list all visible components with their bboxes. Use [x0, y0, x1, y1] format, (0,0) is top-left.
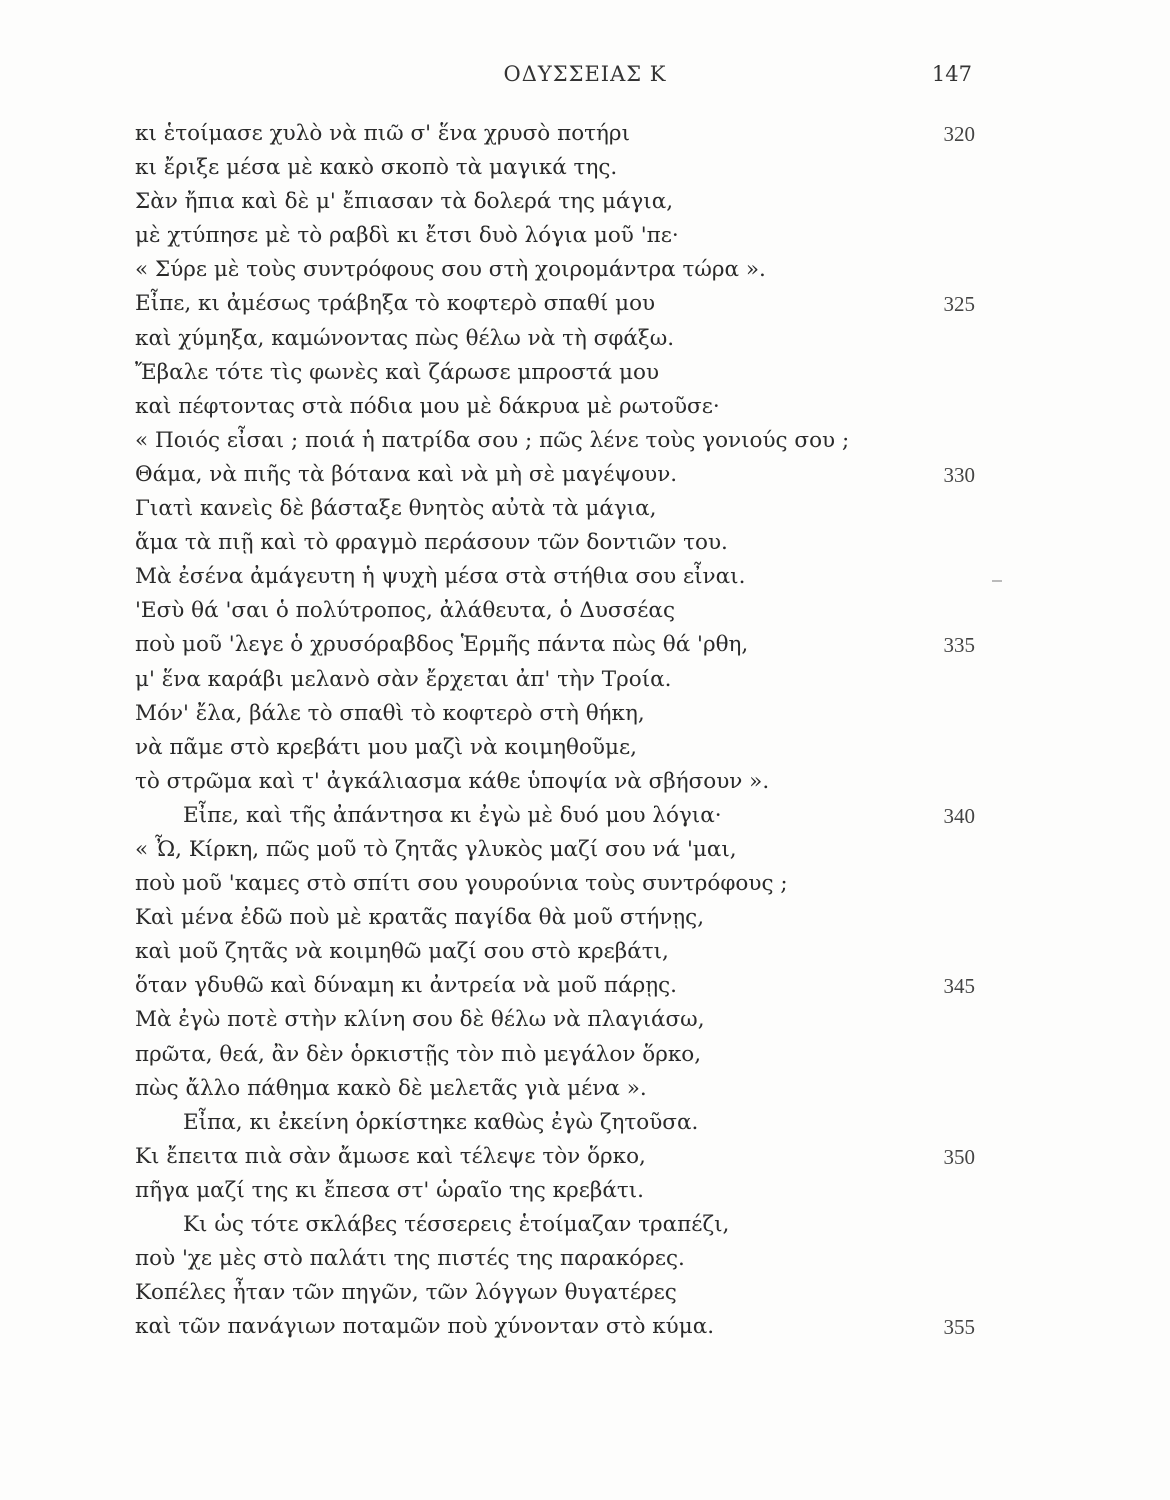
verse-line — [135, 765, 975, 799]
verse-text: Κι ἔπειτα πιὰ σὰν ἄμωσε καὶ τέλεψε τὸν ὅρκο, — [135, 1143, 646, 1169]
line-number: 330 — [943, 462, 975, 487]
line-number: 355 — [943, 1315, 975, 1340]
verse-line — [135, 867, 975, 901]
line-number: 325 — [943, 292, 975, 317]
verse-text: Θάμα, νὰ πιῆς τὰ βότανα καὶ νὰ μὴ σὲ μαγέψουν. — [135, 461, 678, 487]
verse-line — [135, 1140, 975, 1174]
verse-text: κι ἑτοίμασε χυλὸ νὰ πιῶ σ' ἕνα χρυσὸ ποτήρι — [135, 121, 630, 146]
margin-mark — [992, 580, 1002, 582]
verse-block — [135, 117, 975, 1344]
verse-line — [135, 151, 975, 185]
verse-text: τὸ στρῶμα καὶ τ' ἀγκάλιασμα κάθε ὑποψία νὰ σβήσουν ». — [135, 768, 770, 794]
verse-text: ποὺ μοῦ 'λεγε ὁ χρυσόραβδος Ἑρμῆς πάντα πὼς θά 'ρθη, — [135, 632, 749, 658]
verse-line — [135, 492, 975, 526]
verse-text: « Ὦ, Κίρκη, πῶς μοῦ τὸ ζητᾶς γλυκὸς μαζί σου νά 'μαι, — [135, 836, 737, 862]
verse-line — [135, 390, 975, 424]
verse-line — [135, 526, 975, 560]
verse-text: ὅταν γδυθῶ καὶ δύναμη κι ἀντρεία νὰ μοῦ πάρῃς. — [135, 973, 677, 999]
verse-line — [135, 969, 975, 1003]
verse-line — [135, 1106, 975, 1140]
line-number: 335 — [943, 633, 975, 658]
verse-line — [135, 1208, 975, 1242]
verse-line — [135, 287, 975, 321]
verse-text: « Σύρε μὲ τοὺς συντρόφους σου στὴ χοιρομάντρα τώρα ». — [135, 257, 766, 283]
verse-text: πῆγα μαζί της κι ἔπεσα στ' ὡραῖο της κρεβάτι. — [135, 1177, 644, 1203]
verse-text: ἅμα τὰ πιῇ καὶ τὸ φραγμὸ περάσουν τῶν δοντιῶν του. — [135, 530, 728, 556]
verse-line — [135, 219, 975, 253]
verse-line — [135, 1072, 975, 1106]
verse-text: Μὰ ἐγὼ ποτὲ στὴν κλίνη σου δὲ θέλω νὰ πλαγιάσω, — [135, 1007, 705, 1033]
running-header-title: ΟΔΥΣΣΕΙΑΣ Κ — [503, 62, 667, 86]
verse-text: Κι ὡς τότε σκλάβες τέσσερεις ἑτοίμαζαν τραπέζι, — [183, 1212, 730, 1237]
verse-line — [135, 1038, 975, 1072]
verse-line — [135, 731, 975, 765]
verse-text: κι ἔριξε μέσα μὲ κακὸ σκοπὸ τὰ μαγικά της. — [135, 155, 618, 181]
verse-text: « Ποιός εἶσαι ; ποιά ἡ πατρίδα σου ; πῶς λένε τοὺς γονιούς σου ; — [135, 427, 850, 453]
verse-line — [135, 935, 975, 969]
verse-text: καὶ χύμηξα, καμώνοντας πὼς θέλω νὰ τὴ σφάξω. — [135, 325, 675, 351]
verse-text: Εἶπε, κι ἀμέσως τράβηξα τὸ κοφτερὸ σπαθί μου — [135, 291, 656, 317]
verse-line — [135, 322, 975, 356]
verse-text: πρῶτα, θεά, ἂν δὲν ὁρκιστῇς τὸν πιὸ μεγάλον ὅρκο, — [135, 1041, 702, 1067]
line-number: 320 — [943, 122, 975, 146]
verse-line — [135, 833, 975, 867]
verse-text: καὶ μοῦ ζητᾶς νὰ κοιμηθῶ μαζί σου στὸ κρεβάτι, — [135, 939, 669, 965]
verse-line — [135, 1242, 975, 1276]
verse-text: Ἔβαλε τότε τὶς φωνὲς καὶ ζάρωσε μπροστά μου — [135, 359, 660, 385]
verse-text: 'Εσὺ θά 'σαι ὁ πολύτροπος, ἀλάθευτα, ὁ Δυσσέας — [135, 598, 675, 624]
verse-line — [135, 1003, 975, 1037]
verse-text: Καὶ μένα ἐδῶ ποὺ μὲ κρατᾶς παγίδα θὰ μοῦ στήνῃς, — [135, 905, 705, 931]
verse-line — [135, 185, 975, 219]
verse-line — [135, 594, 975, 628]
verse-text: ποὺ μοῦ 'καμες στὸ σπίτι σου γουρούνια τοὺς συντρόφους ; — [135, 871, 788, 897]
verse-text: νὰ πᾶμε στὸ κρεβάτι μου μαζὶ νὰ κοιμηθοῦμε, — [135, 734, 637, 760]
verse-text: καὶ τῶν πανάγιων ποταμῶν ποὺ χύνονταν στὸ κύμα. — [135, 1314, 715, 1340]
verse-line — [135, 1276, 975, 1310]
verse-line — [135, 356, 975, 390]
verse-line — [135, 901, 975, 935]
verse-line — [135, 117, 975, 151]
verse-text: Εἶπε, καὶ τῆς ἀπάντησα κι ἐγὼ μὲ δυό μου λόγια· — [183, 802, 722, 828]
verse-text: καὶ πέφτοντας στὰ πόδια μου μὲ δάκρυα μὲ ρωτοῦσε· — [135, 393, 720, 419]
verse-text: μ' ἕνα καράβι μελανὸ σὰν ἔρχεται ἀπ' τὴν Τροία. — [135, 666, 672, 692]
verse-text: Γιατὶ κανεὶς δὲ βάσταξε θνητὸς αὐτὰ τὰ μάγια, — [135, 496, 657, 522]
verse-line — [135, 697, 975, 731]
verse-line — [135, 628, 975, 662]
verse-text: Εἶπα, κι ἐκείνη ὁρκίστηκε καθὼς ἐγὼ ζητοῦσα. — [183, 1109, 699, 1135]
line-number: 345 — [943, 974, 975, 999]
verse-line — [135, 1310, 975, 1344]
verse-line — [135, 560, 975, 594]
verse-line — [135, 424, 975, 458]
verse-line — [135, 663, 975, 697]
line-number: 340 — [943, 803, 975, 828]
verse-text: Κοπέλες ἦταν τῶν πηγῶν, τῶν λόγγων θυγατέρες — [135, 1280, 677, 1306]
verse-line — [135, 253, 975, 287]
verse-line — [135, 799, 975, 833]
verse-text: πὼς ἄλλο πάθημα κακὸ δὲ μελετᾶς γιὰ μένα ». — [135, 1075, 647, 1101]
verse-text: ποὺ 'χε μὲς στὸ παλάτι της πιστές της παρακόρες. — [135, 1246, 685, 1272]
page-number: 147 — [931, 62, 972, 86]
verse-text: Σὰν ἤπια καὶ δὲ μ' ἔπιασαν τὰ δολερά της μάγια, — [135, 189, 674, 215]
line-number: 350 — [943, 1144, 975, 1169]
verse-text: μὲ χτύπησε μὲ τὸ ραβδὶ κι ἔτσι δυὸ λόγια μοῦ 'πε· — [135, 223, 679, 249]
verse-line — [135, 1174, 975, 1208]
verse-text: Μόν' ἔλα, βάλε τὸ σπαθὶ τὸ κοφτερὸ στὴ θήκη, — [135, 700, 645, 726]
verse-text: Μὰ ἐσένα ἀμάγευτη ἡ ψυχὴ μέσα στὰ στήθια σου εἶναι. — [135, 564, 746, 590]
verse-line — [135, 458, 975, 492]
